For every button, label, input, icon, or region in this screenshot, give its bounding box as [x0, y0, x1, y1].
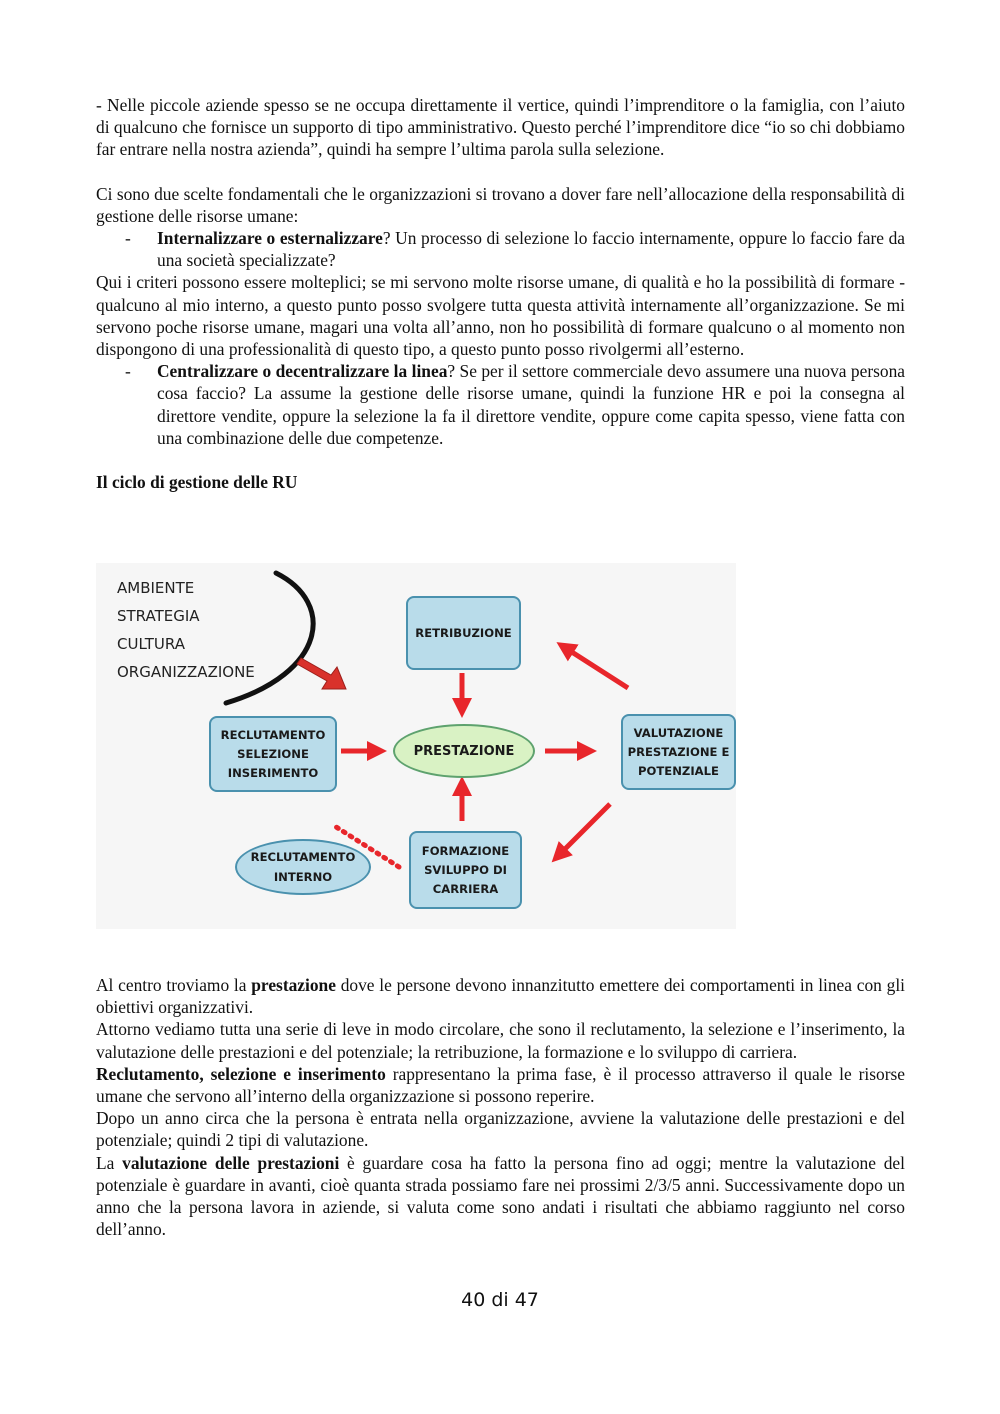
env-item: CULTURA: [117, 635, 185, 653]
paragraph: Qui i criteri possono essere molteplici; se mi servono molte risorse umane, di qualità e ho la possibilità di formare - qualcuno al mio interno, a questo punto posso svolgere tutta questa attività internamente all’organizzazione. Se mi servono poche risorse umane, magari una volta all’anno, non ho possibilità di formare qualcuno o al momento non dispongono di una professionalità di questo tipo, a questo punto posso rivolgermi all’esterno.: [96, 272, 905, 360]
environment-factors: [117, 574, 255, 686]
box-label: FORMAZIONE: [421, 843, 510, 858]
oval-reclutamento-interno: [235, 839, 371, 895]
bold-run: prestazione: [251, 975, 336, 995]
box-label: RETRIBUZIONE: [415, 625, 512, 640]
bullet-bold: Centralizzare o decentralizzare la linea: [157, 361, 448, 382]
box-retribuzione: [406, 596, 521, 670]
page-number: 40 di 47: [461, 1289, 539, 1311]
env-item: STRATEGIA: [117, 607, 200, 625]
bullet-text: ? Un processo di selezione lo faccio internamente, oppure lo faccio fare da una società specializzate?: [157, 228, 905, 271]
page-body: [96, 94, 905, 493]
box-label: VALUTAZIONE: [633, 725, 724, 740]
environment-arrow: [297, 658, 346, 689]
box-reclutamento: [209, 716, 337, 792]
bullet-item: [96, 360, 905, 449]
text-run: dove le persone devono innanzitutto emettere dei comportamenti in linea con gli obiettivi organizzativi.: [96, 975, 905, 1018]
bold-run: valutazione delle prestazioni: [122, 1152, 340, 1173]
paragraph: [96, 1063, 905, 1107]
paragraph: Dopo un anno circa che la persona è entrata nella organizzazione, avviene la valutazione delle prestazioni e del potenziale; quindi 2 tipi di valutazione.: [96, 1108, 905, 1151]
text-run: Al centro troviamo la: [96, 975, 252, 995]
page-body-lower: [96, 974, 905, 1240]
paragraph: [96, 1152, 905, 1241]
box-valutazione: [621, 714, 736, 790]
paragraph: Attorno vediamo tutta una serie di leve in modo circolare, che sono il reclutamento, la selezione e l’inserimento, la valutazione delle prestazioni e del potenziale; la retribuzione, la formazione e lo sviluppo di carriera.: [96, 1019, 905, 1062]
hr-cycle-diagram: [96, 563, 736, 929]
text-run: rappresentano la prima fase, è il processo attraverso il quale le risorse umane che servono all’interno della organizzazione si possono reperire.: [96, 1063, 905, 1107]
box-label: SVILUPPO DI: [424, 862, 507, 877]
bullet-dash: -: [125, 361, 131, 382]
text-run: è guardare cosa ha fatto la persona fino ad oggi; mentre la valutazione del potenziale è guardare in avanti, cioè quanta strada possiamo fare nei prossimi 2/3/5 anni. Successivamente dopo un anno che la persona lavora in aziende, si valuta come sono andati i risultati che abbiamo raggiunto nel corso dell’anno.: [96, 1152, 905, 1240]
box-label: INSERIMENTO: [227, 765, 319, 780]
paragraph: [96, 974, 905, 1018]
oval-label: RECLUTAMENTO: [250, 850, 356, 864]
oval-prestazione: [393, 724, 535, 778]
env-item: AMBIENTE: [117, 579, 195, 597]
paragraph: Ci sono due scelte fondamentali che le organizzazioni si trovano a dover fare nell’allocazione della responsabilità di gestione delle risorse umane:: [96, 183, 905, 226]
bullet-item: [96, 227, 905, 271]
box-label: RECLUTAMENTO: [220, 727, 326, 742]
section-heading: Il ciclo di gestione delle RU: [96, 472, 298, 493]
box-formazione: [409, 831, 522, 909]
paragraph: - Nelle piccole aziende spesso se ne occupa direttamente il vertice, quindi l’imprenditore o la famiglia, con l’aiuto di qualcuno che fornisce un supporto di tipo amministrativo. Questo perché l’imprenditore dice “io so chi dobbiamo far entrare nella nostra azienda”, quindi ha sempre l’ultima parola sulla selezione.: [96, 95, 905, 160]
bullet-text: ? Se per il settore commerciale devo assumere una nuova persona cosa faccio? La assume la gestione delle risorse umane, quindi la funzione HR e poi la consegna al direttore vendite, oppure la selezione la fa il direttore vendite, oppure come capita spesso, viene fatta con una combinazione delle due competenze.: [157, 361, 906, 448]
oval-label: INTERNO: [273, 870, 333, 884]
env-item: ORGANIZZAZIONE: [117, 663, 255, 681]
arrow-valutazione-retribuzione: [564, 647, 628, 688]
box-label: PRESTAZIONE E: [627, 744, 730, 759]
arrow-valutazione-formazione: [558, 804, 610, 856]
box-label: CARRIERA: [432, 881, 499, 896]
oval-label: PRESTAZIONE: [413, 743, 515, 759]
box-label: SELEZIONE: [237, 746, 309, 761]
box-label: POTENZIALE: [638, 763, 719, 778]
bullet-bold: Internalizzare o esternalizzare: [157, 228, 383, 249]
bullet-dash: -: [125, 228, 131, 249]
bold-run: Reclutamento, selezione e inserimento: [96, 1063, 386, 1084]
text-run: La: [96, 1152, 123, 1173]
